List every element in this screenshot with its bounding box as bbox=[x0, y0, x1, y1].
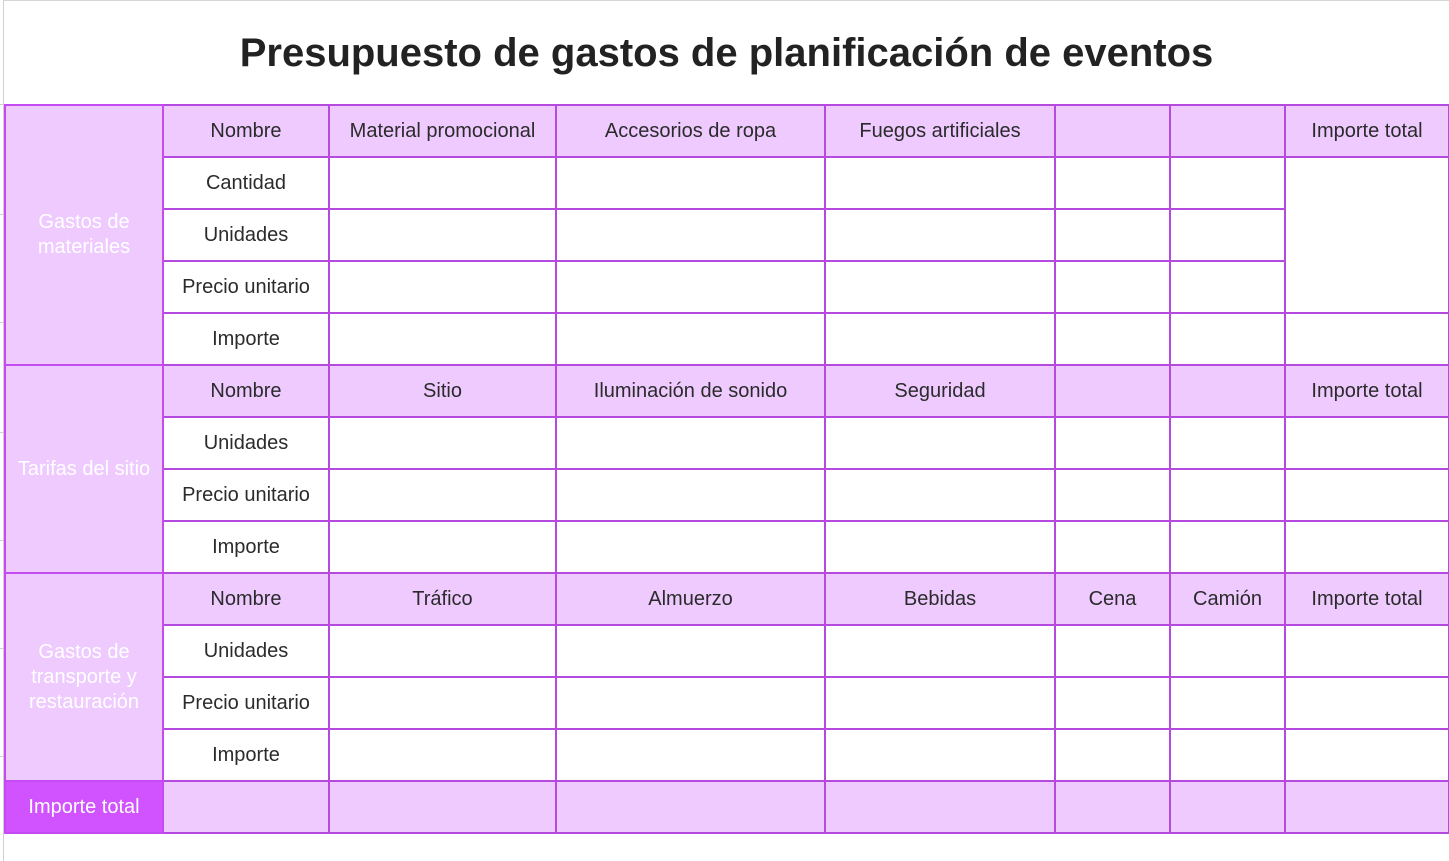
materials-units-row bbox=[5, 209, 1449, 261]
row-label-name: Nombre bbox=[163, 365, 329, 417]
column-header[interactable]: Material promocional bbox=[329, 105, 556, 157]
row-label-unit-price: Precio unitario bbox=[163, 469, 329, 521]
transport-amount-row bbox=[5, 729, 1449, 781]
transport-unit-price-row bbox=[5, 677, 1449, 729]
input-cell[interactable] bbox=[825, 469, 1055, 521]
input-cell[interactable] bbox=[1055, 209, 1170, 261]
row-label-units: Unidades bbox=[163, 625, 329, 677]
input-cell[interactable] bbox=[1170, 625, 1285, 677]
column-header[interactable] bbox=[1055, 365, 1170, 417]
input-cell[interactable] bbox=[1170, 157, 1285, 209]
row-label-unit-price: Precio unitario bbox=[163, 677, 329, 729]
venue-header-row bbox=[5, 365, 1449, 417]
input-cell[interactable] bbox=[556, 469, 825, 521]
venue-amount-row bbox=[5, 521, 1449, 573]
input-cell[interactable] bbox=[556, 677, 825, 729]
input-cell[interactable] bbox=[1170, 417, 1285, 469]
input-cell[interactable] bbox=[556, 261, 825, 313]
column-header[interactable] bbox=[1055, 105, 1170, 157]
venue-units-row bbox=[5, 417, 1449, 469]
input-cell[interactable] bbox=[1170, 677, 1285, 729]
row-label-name: Nombre bbox=[163, 105, 329, 157]
input-cell[interactable] bbox=[329, 469, 556, 521]
input-cell[interactable] bbox=[825, 313, 1055, 365]
input-cell[interactable] bbox=[1055, 261, 1170, 313]
total-cell[interactable] bbox=[1285, 417, 1449, 469]
column-header[interactable]: Sitio bbox=[329, 365, 556, 417]
input-cell[interactable] bbox=[556, 417, 825, 469]
total-header[interactable]: Importe total bbox=[1285, 105, 1449, 157]
input-cell[interactable] bbox=[825, 417, 1055, 469]
total-cell[interactable] bbox=[1170, 781, 1285, 833]
input-cell[interactable] bbox=[825, 729, 1055, 781]
input-cell[interactable] bbox=[329, 521, 556, 573]
row-label-units: Unidades bbox=[163, 209, 329, 261]
input-cell[interactable] bbox=[825, 209, 1055, 261]
input-cell[interactable] bbox=[329, 677, 556, 729]
grand-total-label: Importe total bbox=[5, 781, 163, 833]
total-cell[interactable] bbox=[1285, 313, 1449, 365]
column-header[interactable]: Camión bbox=[1170, 573, 1285, 625]
total-cell[interactable] bbox=[556, 781, 825, 833]
input-cell[interactable] bbox=[1055, 469, 1170, 521]
input-cell[interactable] bbox=[825, 677, 1055, 729]
input-cell[interactable] bbox=[1170, 261, 1285, 313]
input-cell[interactable] bbox=[1170, 209, 1285, 261]
input-cell[interactable] bbox=[1055, 625, 1170, 677]
row-label-unit-price: Precio unitario bbox=[163, 261, 329, 313]
transport-units-row bbox=[5, 625, 1449, 677]
row-label-amount: Importe bbox=[163, 729, 329, 781]
column-header[interactable]: Fuegos artificiales bbox=[825, 105, 1055, 157]
column-header[interactable] bbox=[1170, 365, 1285, 417]
column-header[interactable]: Bebidas bbox=[825, 573, 1055, 625]
column-header[interactable]: Cena bbox=[1055, 573, 1170, 625]
column-header[interactable]: Seguridad bbox=[825, 365, 1055, 417]
input-cell[interactable] bbox=[556, 157, 825, 209]
input-cell[interactable] bbox=[556, 625, 825, 677]
total-cell[interactable] bbox=[1285, 781, 1449, 833]
input-cell[interactable] bbox=[556, 521, 825, 573]
column-header[interactable]: Accesorios de ropa bbox=[556, 105, 825, 157]
total-cell[interactable] bbox=[329, 781, 556, 833]
input-cell[interactable] bbox=[1170, 521, 1285, 573]
column-header[interactable]: Almuerzo bbox=[556, 573, 825, 625]
input-cell[interactable] bbox=[329, 729, 556, 781]
total-header[interactable]: Importe total bbox=[1285, 573, 1449, 625]
total-header[interactable]: Importe total bbox=[1285, 365, 1449, 417]
input-cell[interactable] bbox=[556, 313, 825, 365]
input-cell[interactable] bbox=[1055, 157, 1170, 209]
input-cell[interactable] bbox=[556, 729, 825, 781]
venue-unit-price-row bbox=[5, 469, 1449, 521]
merged-total-cell[interactable] bbox=[1285, 157, 1449, 313]
row-label-amount: Importe bbox=[163, 313, 329, 365]
input-cell[interactable] bbox=[825, 521, 1055, 573]
budget-table bbox=[4, 104, 1449, 834]
input-cell[interactable] bbox=[1170, 469, 1285, 521]
input-cell[interactable] bbox=[329, 417, 556, 469]
transport-header-row bbox=[5, 573, 1449, 625]
materials-unit-price-row bbox=[5, 261, 1449, 313]
row-label-quantity: Cantidad bbox=[163, 157, 329, 209]
row-label-name: Nombre bbox=[163, 573, 329, 625]
total-cell[interactable] bbox=[1285, 469, 1449, 521]
row-label-units: Unidades bbox=[163, 417, 329, 469]
input-cell[interactable] bbox=[1055, 521, 1170, 573]
input-cell[interactable] bbox=[1055, 313, 1170, 365]
column-header[interactable] bbox=[1170, 105, 1285, 157]
input-cell[interactable] bbox=[329, 313, 556, 365]
page-title: Presupuesto de gastos de planificación de eventos bbox=[4, 0, 1449, 105]
input-cell[interactable] bbox=[329, 261, 556, 313]
input-cell[interactable] bbox=[825, 157, 1055, 209]
input-cell[interactable] bbox=[825, 625, 1055, 677]
total-cell[interactable] bbox=[1285, 677, 1449, 729]
total-cell[interactable] bbox=[1285, 521, 1449, 573]
total-cell[interactable] bbox=[163, 781, 329, 833]
input-cell[interactable] bbox=[1055, 677, 1170, 729]
input-cell[interactable] bbox=[329, 209, 556, 261]
input-cell[interactable] bbox=[1170, 729, 1285, 781]
grand-total-row bbox=[5, 781, 1449, 833]
materials-amount-row bbox=[5, 313, 1449, 365]
total-cell[interactable] bbox=[1285, 729, 1449, 781]
section-label-venue: Tarifas del sitio bbox=[5, 365, 163, 573]
total-cell[interactable] bbox=[1285, 625, 1449, 677]
section-label-materials: Gastos de materiales bbox=[5, 105, 163, 365]
input-cell[interactable] bbox=[556, 209, 825, 261]
input-cell[interactable] bbox=[329, 157, 556, 209]
input-cell[interactable] bbox=[1170, 313, 1285, 365]
materials-quantity-row bbox=[5, 157, 1449, 209]
materials-header-row bbox=[5, 105, 1449, 157]
column-header[interactable]: Iluminación de sonido bbox=[556, 365, 825, 417]
row-label-amount: Importe bbox=[163, 521, 329, 573]
column-header[interactable]: Tráfico bbox=[329, 573, 556, 625]
input-cell[interactable] bbox=[825, 261, 1055, 313]
input-cell[interactable] bbox=[329, 625, 556, 677]
input-cell[interactable] bbox=[1055, 729, 1170, 781]
total-cell[interactable] bbox=[1055, 781, 1170, 833]
total-cell[interactable] bbox=[825, 781, 1055, 833]
section-label-transport: Gastos de transporte y restauración bbox=[5, 573, 163, 781]
input-cell[interactable] bbox=[1055, 417, 1170, 469]
